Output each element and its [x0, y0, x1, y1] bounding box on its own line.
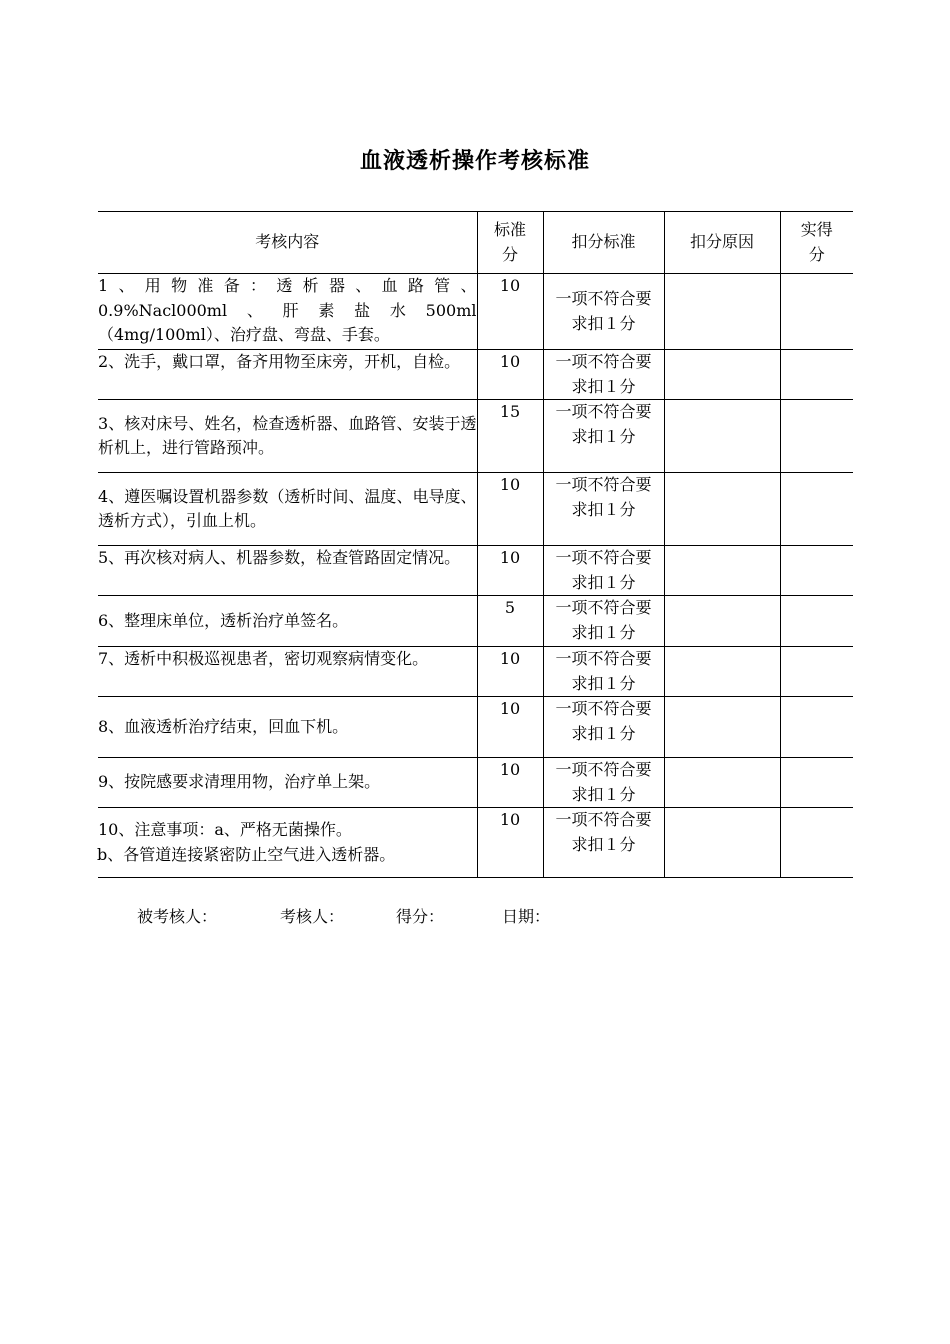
- row-content: [98, 808, 477, 878]
- row-score: 10: [477, 647, 543, 697]
- row-deduction: [543, 274, 664, 350]
- header-actual-score-text: 实得分: [800, 220, 833, 264]
- score-label: 得分：: [396, 907, 445, 926]
- table-row: [98, 596, 853, 647]
- row-deduction: [543, 473, 664, 546]
- assessment-table: [98, 211, 853, 878]
- row-reason: [664, 274, 780, 350]
- header-actual-score: [780, 212, 853, 274]
- row-reason: [664, 758, 780, 808]
- table-row: [98, 647, 853, 697]
- row-content: 5、再次核对病人、机器参数，检查管路固定情况。: [98, 546, 477, 596]
- table-row: [98, 546, 853, 596]
- row-actual: [780, 647, 853, 697]
- row-actual: [780, 473, 853, 546]
- row-reason: [664, 697, 780, 758]
- row-content: 2、洗手，戴口罩，备齐用物至床旁，开机，自检。: [98, 350, 477, 400]
- row-score: 10: [477, 758, 543, 808]
- row-deduction-text: 一项不符合要求扣１分: [555, 699, 652, 743]
- date-label: 日期：: [502, 907, 551, 926]
- row-score: 10: [477, 546, 543, 596]
- table-row: [98, 808, 853, 878]
- row-reason: [664, 400, 780, 473]
- row-reason: [664, 546, 780, 596]
- row-actual: [780, 808, 853, 878]
- table-row: [98, 473, 853, 546]
- signature-line: [137, 905, 550, 929]
- row-deduction: [543, 758, 664, 808]
- row-deduction: [543, 400, 664, 473]
- table-header-row: [98, 212, 853, 274]
- row-content: 4、遵医嘱设置机器参数（透析时间、温度、电导度、透析方式），引血上机。: [98, 473, 477, 546]
- row-content: 6、整理床单位，透析治疗单签名。: [98, 596, 477, 647]
- row-actual: [780, 350, 853, 400]
- row-reason: [664, 473, 780, 546]
- row-reason: [664, 350, 780, 400]
- row-actual: [780, 758, 853, 808]
- examinee-label: 被考核人：: [137, 907, 218, 926]
- row-actual: [780, 400, 853, 473]
- header-standard-score-text: 标准分: [493, 220, 526, 264]
- row-content: 8、血液透析治疗结束，回血下机。: [98, 697, 477, 758]
- row-score: 10: [477, 274, 543, 350]
- header-deduction-standard: 扣分标准: [543, 212, 664, 274]
- row-deduction-text: 一项不符合要求扣１分: [555, 649, 652, 693]
- table-row: [98, 400, 853, 473]
- row-score: 15: [477, 400, 543, 473]
- row-content: 7、透析中积极巡视患者，密切观察病情变化。: [98, 647, 477, 697]
- row-deduction-text: 一项不符合要求扣１分: [555, 475, 652, 519]
- row-deduction-text: 一项不符合要求扣１分: [555, 402, 652, 446]
- row-reason: [664, 647, 780, 697]
- row-deduction: [543, 697, 664, 758]
- row-deduction-text: 一项不符合要求扣１分: [555, 548, 652, 592]
- row-deduction-text: 一项不符合要求扣１分: [555, 352, 652, 396]
- table-row: [98, 758, 853, 808]
- row-deduction: [543, 808, 664, 878]
- row-content: 3、核对床号、姓名，检查透析器、血路管、安装于透析机上，进行管路预冲。: [98, 400, 477, 473]
- row-deduction: [543, 647, 664, 697]
- row-reason: [664, 808, 780, 878]
- row-deduction: [543, 596, 664, 647]
- row-actual: [780, 596, 853, 647]
- row-actual: [780, 546, 853, 596]
- table-row: [98, 697, 853, 758]
- table-row: [98, 350, 853, 400]
- row-content: 9、按院感要求清理用物，治疗单上架。: [98, 758, 477, 808]
- row-score: 5: [477, 596, 543, 647]
- row-deduction-text: 一项不符合要求扣１分: [555, 289, 652, 333]
- row-score: 10: [477, 473, 543, 546]
- row-content: 1、用物准备：透析器、血路管、0.9%Nacl000ml、肝素盐水500ml（4mg/100ml）、治疗盘、弯盘、手套。: [98, 274, 477, 350]
- row-deduction-text: 一项不符合要求扣１分: [555, 598, 652, 642]
- header-deduction-reason: 扣分原因: [664, 212, 780, 274]
- header-standard-score: [477, 212, 543, 274]
- row-actual: [780, 697, 853, 758]
- row-deduction: [543, 350, 664, 400]
- row-content-line: b、各管道连接紧密防止空气进入透析器。: [97, 844, 396, 864]
- row-deduction: [543, 546, 664, 596]
- row-content-line: 10、注意事项：a、严格无菌操作。: [98, 820, 352, 839]
- row-deduction-text: 一项不符合要求扣１分: [555, 760, 652, 804]
- examiner-label: 考核人：: [280, 907, 345, 926]
- row-score: 10: [477, 808, 543, 878]
- row-score: 10: [477, 697, 543, 758]
- row-reason: [664, 596, 780, 647]
- row-actual: [780, 274, 853, 350]
- header-content: 考核内容: [98, 212, 477, 274]
- table-row: [98, 274, 853, 350]
- row-deduction-text: 一项不符合要求扣１分: [555, 810, 652, 854]
- document-title: 血液透析操作考核标准: [359, 149, 590, 174]
- row-score: 10: [477, 350, 543, 400]
